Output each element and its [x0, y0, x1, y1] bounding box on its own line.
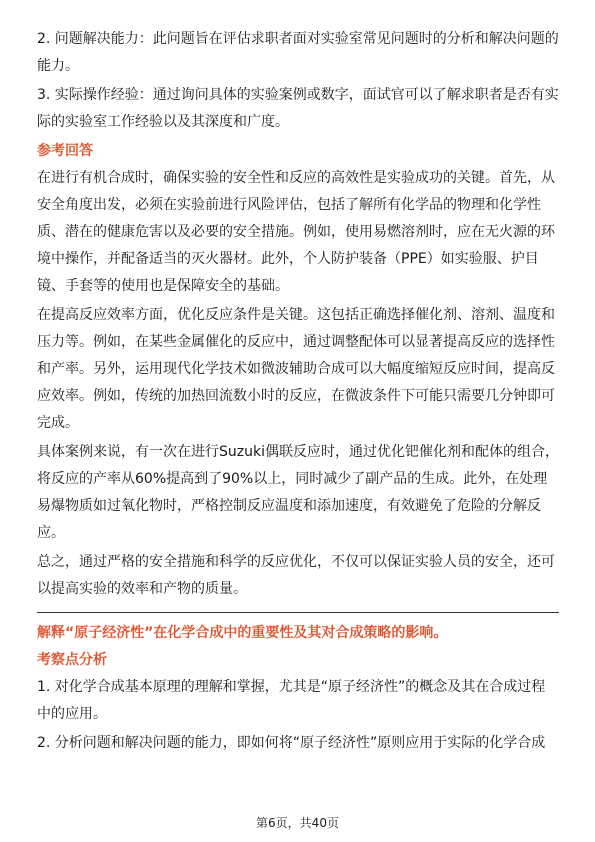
answer-paragraph-2: 在提高反应效率方面，优化反应条件是关键。这包括正确选择催化剂、溶剂、温度和压力等。例如，在某些金属催化的反应中，通过调整配体可以显著提高反应的选择性和产率。另外，运用现代化学技术如微波辅助合成可以大幅度缩短反应时间，提高反应效率。例如，传统的加热回流数小时的反应，在微波条件下可能只需要几分钟即可完成。 — [37, 307, 555, 431]
analysis-point-1: 1. 对化学合成基本原理的理解和掌握，尤其是“原子经济性”的概念及其在合成过程中的应用。 — [37, 679, 546, 722]
analysis-heading: 考察点分析 — [37, 652, 107, 668]
intro-point-2: 2. 问题解决能力：此问题旨在评估求职者面对实验室常见问题时的分析和解决问题的能力。 — [37, 31, 559, 74]
analysis-point-2: 2. 分析问题和解决问题的能力，即如何将“原子经济性”原则应用于实际的化学合成 — [37, 735, 546, 751]
intro-point-3: 3. 实际操作经验：通过询问具体的实验案例或数字，面试官可以了解求职者是否有实际的实验室工作经验以及其深度和广度。 — [37, 87, 559, 130]
page-footer: 第6页，共40页 — [256, 816, 339, 830]
answer-heading: 参考回答 — [37, 143, 93, 159]
document-page — [37, 26, 559, 759]
question-title: 解释“原子经济性”在化学合成中的重要性及其对合成策略的影响。 — [37, 625, 448, 641]
answer-paragraph-4: 总之，通过严格的安全措施和科学的反应优化，不仅可以保证实验人员的安全，还可以提高实验的效率和产物的质量。 — [37, 554, 555, 597]
answer-paragraph-3: 具体案例来说，有一次在进行Suzuki偶联反应时，通过优化钯催化剂和配体的组合，将反应的产率从60%提高到了90%以上，同时减少了副产品的生成。此外，在处理易爆物质如过氧化物时，严格控制反应温度和添加速度，有效避免了危险的分解反应。 — [37, 444, 559, 541]
section-divider — [37, 612, 559, 613]
answer-paragraph-1: 在进行有机合成时，确保实验的安全性和反应的高效性是实验成功的关键。首先，从安全角度出发，必须在实验前进行风险评估，包括了解所有化学品的物理和化学性质、潜在的健康危害以及必要的安全措施。例如，使用易燃溶剂时，应在无火源的环境中操作，并配备适当的灭火器材。此外，个人防护装备（PPE）如实验服、护目镜、手套等的使用也是保障安全的基础。 — [37, 170, 555, 294]
